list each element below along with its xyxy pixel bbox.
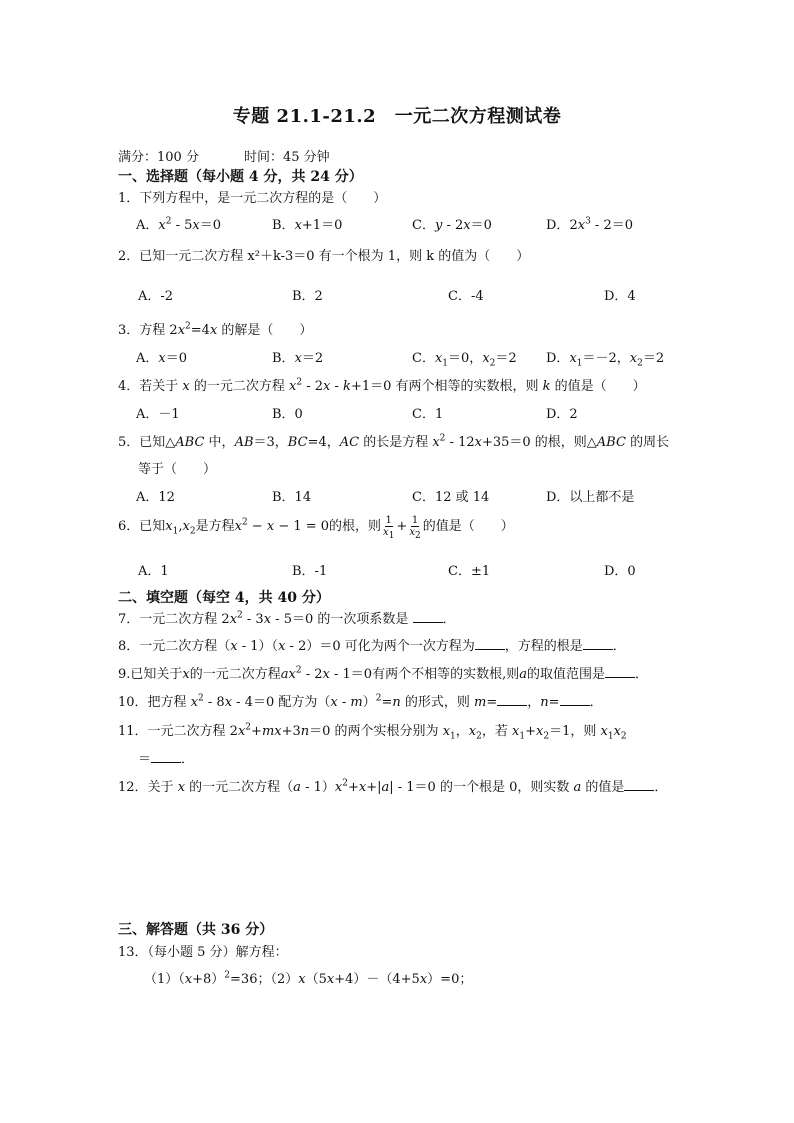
question-4-option-c: C．1	[412, 407, 444, 422]
question-12: 12．关于 x 的一元二次方程$(a - 1)x^2+x+|a| - 1=0$ 的一个根是 0，则实数 a 的值是 ．	[118, 778, 668, 795]
question-3-option-c: C．$x_1=0$，$x_2=2$	[412, 351, 517, 369]
question-2-option-d: D．4	[604, 289, 636, 304]
section-fill-in: 二、填空题（每空 4，共 40 分）	[118, 590, 330, 606]
question-3-stem: 3．方程 $2x^2=4x$ 的解是（ ）	[118, 321, 313, 338]
section-answer: 三、解答题（共 36 分）	[118, 922, 274, 938]
question-1-option-d: D．$2x^3 - 2=0$	[546, 216, 633, 233]
question-11-continued: ＝ ．	[138, 752, 195, 767]
question-5-option-b: B．14	[272, 490, 312, 505]
question-8: 8．一元二次方程（x - 1）（x - 2）＝0 可化为两个一次方程为 ，方程的根是 ．	[118, 639, 626, 654]
question-11: 11．一元二次方程 $2x^2+mx+3n=0$ 的两个实根分别为 $x_1$，$x_2$，若 $x_1+x_2=1$，则 $x_1x_2$	[118, 722, 627, 742]
section-choice: 一、选择题（每小题 4 分，共 24 分）	[118, 169, 363, 185]
question-2-stem: 2．已知一元二次方程 x²＋k-3＝0 有一个根为 1，则 k 的值为（ ）	[118, 249, 530, 264]
full-score: 满分：100 分	[118, 150, 199, 165]
question-1-option-b: B．x+1＝0	[272, 218, 343, 233]
question-2-option-b: B．2	[292, 289, 323, 304]
question-1-option-c: C．y - 2x＝0	[412, 218, 492, 233]
question-5-stem: 5．已知△ABC 中，AB＝3，BC=4，AC 的长是方程 $x^2 - 12x+35=0$ 的根，则△ABC 的周长	[118, 433, 670, 450]
question-6-option-b: B．-1	[292, 564, 328, 579]
question-5-stem-continued: 等于（ ）	[138, 462, 217, 477]
question-6-option-c: C．±1	[448, 564, 491, 579]
question-1-stem: 1．下列方程中，是一元二次方程的是（ ）	[118, 191, 387, 206]
question-13-stem: 13．（每小题 5 分）解方程：	[118, 945, 288, 960]
question-10: 10．把方程 $x^2 - 8x - 4=0$ 配方为（x - m）$^2$=n 的形式，则 m= ，n= ．	[118, 693, 603, 710]
question-5-option-c: C．12 或 14	[412, 490, 490, 505]
question-13-parts: $(1)(x+8)^2=36$；（2）x（5x+4）－（4+5x）=0；	[144, 970, 473, 987]
question-6-option-a: A．1	[138, 564, 169, 579]
question-5-option-d: D．以上都不是	[546, 490, 635, 505]
question-7: 7．一元二次方程 $2x^2 - 3x - 5=0$ 的一次项系数是 ．	[118, 610, 456, 627]
question-3-option-a: A．x＝0	[136, 351, 188, 366]
question-3-option-d: D．$x_1=-2$，$x_2=2$	[546, 351, 665, 369]
question-4-option-b: B．0	[272, 407, 303, 422]
time-limit: 时间：45 分钟	[244, 150, 330, 165]
question-9: 9.已知关于x的一元二次方程$ax^2 - 2x - 1=0$有两个不相等的实数根,则a的取值范围是 ．	[118, 665, 649, 682]
question-6-stem: 6．已知$x_1,x_2$是方程$x^2 - x - 1 = 0$的根，则 $\frac{1}{x_1}$ + $\frac{1}{x_2}$ 的值是（ ）	[118, 515, 514, 541]
question-1-option-a: A．$x^2 - 5x=0$	[136, 216, 222, 233]
question-2-option-c: C．-4	[448, 289, 484, 304]
question-6-option-d: D．0	[604, 564, 636, 579]
page-title: 专题 21.1-21.2 一元二次方程测试卷	[232, 106, 562, 127]
question-3-option-b: B．x＝2	[272, 351, 324, 366]
question-5-option-a: A．12	[136, 490, 175, 505]
question-4-option-d: D．2	[546, 407, 578, 422]
question-2-option-a: A．-2	[138, 289, 174, 304]
question-4-option-a: A．－1	[136, 407, 180, 422]
question-4-stem: 4．若关于 x 的一元二次方程 $x^2 - 2x - k+1=0$ 有两个相等的实数根，则 k 的值是（ ）	[118, 377, 646, 394]
